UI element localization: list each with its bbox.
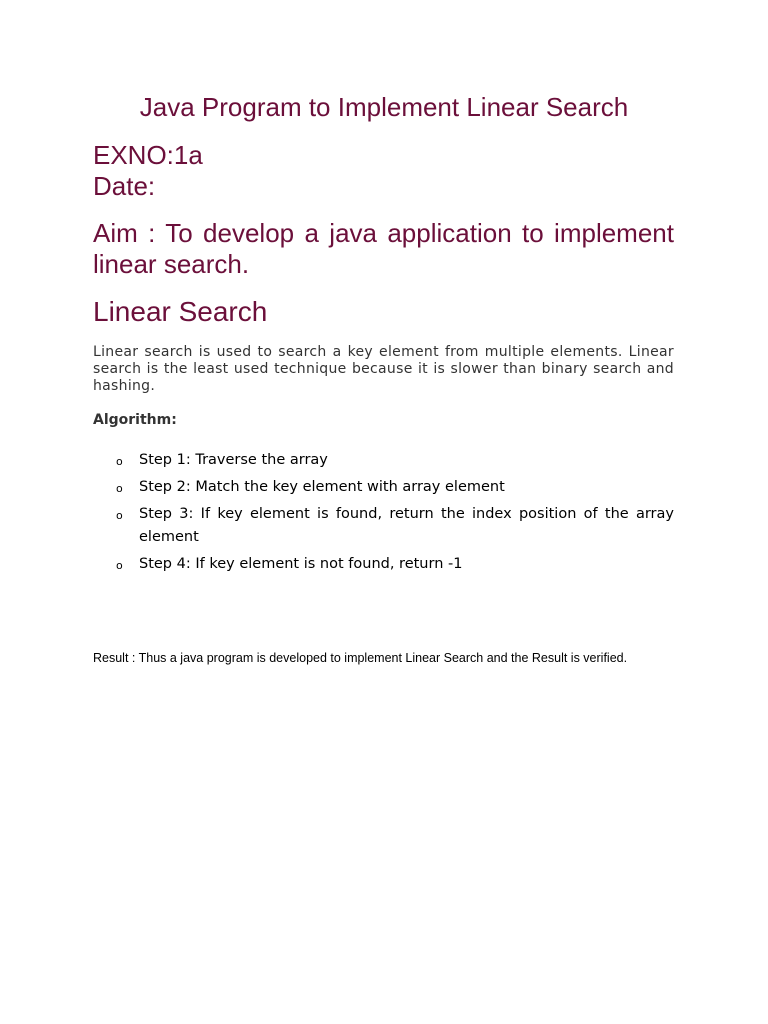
bullet-icon: o	[116, 455, 123, 468]
document-title: Java Program to Implement Linear Search	[139, 92, 629, 122]
algorithm-steps-list	[93, 449, 674, 580]
list-item	[93, 449, 674, 472]
algorithm-heading: Algorithm:	[93, 412, 177, 428]
date-label: Date:	[93, 171, 156, 201]
bullet-icon: o	[116, 482, 123, 495]
bullet-icon: o	[116, 559, 123, 572]
list-item	[93, 476, 674, 499]
result-statement: Result : Thus a java program is developed to implement Linear Search and the Result is verified.	[93, 651, 628, 665]
exercise-number: EXNO:1a	[93, 140, 203, 170]
step-text: Step 1: Traverse the array	[139, 452, 328, 468]
bullet-icon: o	[116, 509, 123, 522]
section-heading: Linear Search	[93, 296, 268, 327]
step-text: Step 2: Match the key element with array element	[139, 479, 505, 495]
list-item	[93, 553, 674, 576]
description-paragraph: Linear search is used to search a key element from multiple elements. Linear search is the least used technique because it is slower than binary search and hashing.	[93, 344, 674, 394]
aim-statement: Aim : To develop a java application to implement linear search.	[93, 218, 674, 279]
list-item	[93, 503, 674, 549]
step-text: Step 3: If key element is found, return the index position of the array element	[139, 506, 674, 545]
step-text: Step 4: If key element is not found, return -1	[139, 556, 463, 572]
